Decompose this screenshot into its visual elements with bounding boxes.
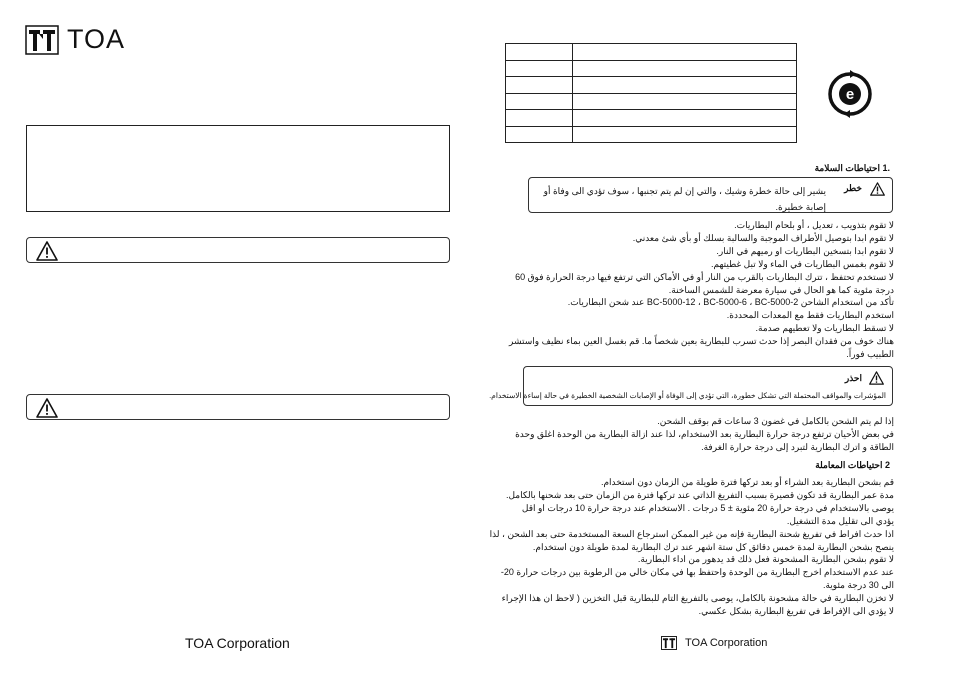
list-item: استخدم البطاريات فقط مع المعدات المحددة.	[726, 310, 894, 321]
caution-items	[515, 415, 894, 454]
toa-logo-mark-icon	[25, 25, 59, 55]
list-item: تأكد من استخدام الشاحن BC-5000-12 ، BC-5000-6 ، BC-5000-2 عند شحن البطاريات.	[567, 297, 894, 308]
section-1-heading: .1 احتياطات السلامة	[814, 163, 890, 173]
svg-text:e: e	[845, 86, 855, 103]
warning-triangle-icon	[869, 371, 884, 385]
caution-label: احذر	[844, 373, 862, 383]
danger-label: خطر	[844, 183, 862, 193]
caution-text: المؤشرات والمواقف المحتملة التي تشكل خطورة، التي تؤدي إلى الوفاة أو الإصابات الشخصية الخطيرة في حالة إساءة الاستخدام.	[489, 391, 886, 400]
table-row	[506, 77, 797, 94]
footer-corporation-right	[661, 636, 767, 650]
list-item: لا تقوم بغمس البطاريات في الماء ولا تبل غطيتهم.	[711, 258, 894, 269]
table-row	[506, 60, 797, 77]
table-row	[506, 110, 797, 127]
section-2-heading: 2 احتياطات المعاملة	[815, 460, 890, 470]
list-item: لا تقوم ابدا بتوصيل الأطراف الموجبة والسالبة بسلك أو بأي شئ معدني.	[632, 232, 894, 243]
warning-triangle-icon	[36, 241, 58, 261]
list-item: ينصح بشحن البطارية لمدة خمس دقائق كل ستة اشهر عند ترك البطارية لمدة طويلة دون استخدام.	[532, 541, 894, 552]
danger-notice	[528, 177, 893, 213]
list-item: الطاقة و اترك البطارية لتبرد إلى درجة حرارة الغرفة.	[701, 441, 894, 452]
list-item: اذا حدث افراط في تفريغ شحنة البطارية فإنه من غير الممكن استرجاع السعة المستخدمة حتى بعد الشحن ، لذا	[489, 528, 894, 539]
toa-logo	[25, 24, 125, 55]
list-item: لا تقوم بتذويب ، تعديل ، أو بلحام البطاريات.	[734, 220, 894, 230]
list-item: إذا لم يتم الشحن بالكامل في غضون 3 ساعات قم بوقف الشحن.	[657, 416, 894, 426]
list-item: هناك خوف من فقدان البصر إذا حدث تسرب للبطارية بعين شخصاً ما. قم بغسل العين بماء نظيف واستشر	[509, 336, 894, 347]
table-row	[506, 126, 797, 143]
warning-banner-1	[26, 237, 450, 263]
list-item: لا تخزن البطارية في حالة مشحونة بالكامل، يوصى بالتفريغ التام للبطارية قبل التخزين ( لاحظ ان هذا الإجراء	[501, 593, 894, 604]
list-item: لا تقوم ابدا بتسخين البطاريات او رميهم في النار.	[716, 245, 894, 256]
list-item: يوصى بالاستخدام في درجة حرارة 20 مئوية ± 5 درجات . الاستخدام عند درجة حرارة 10 درجات او اقل	[521, 502, 894, 513]
list-item: لا تقوم بشحن البطارية المشحونة فعل ذلك قد يدهور من اداء البطارية.	[637, 554, 894, 565]
caution-notice	[489, 366, 893, 406]
list-item: لا تسقط البطاريات ولا تعطيهم صدمة.	[755, 323, 894, 334]
toa-logo-mark-icon	[661, 636, 677, 650]
table-row	[506, 44, 797, 61]
footer-corporation-left: TOA Corporation	[185, 635, 290, 651]
list-item: درجة مئوية كما هو الحال في سيارة معرضة للشمس الساخنة.	[668, 284, 894, 295]
list-item: الطبيب فوراً.	[846, 349, 894, 360]
safety-items	[509, 219, 894, 361]
list-item: قم بشحن البطارية بعد الشراء أو بعد تركها فترة طويلة من الزمان دون استخدام.	[600, 477, 894, 487]
blank-content-box	[26, 125, 450, 212]
handling-items	[489, 476, 894, 618]
list-item: لا يؤدي الى الإفراط في تفريغ البطارية بشكل عكسي.	[698, 606, 894, 617]
footer-corporation-text: TOA Corporation	[685, 637, 768, 649]
spec-table	[505, 43, 797, 143]
list-item: عند عدم الاستخدام اخرج البطارية من الوحدة واحتفظ بها في مكان خالي من الرطوبة بين درجات حرارة 20-	[500, 567, 894, 578]
list-item: الى 30 درجة مئوية.	[822, 580, 894, 591]
warning-banner-2	[26, 394, 450, 420]
list-item: في بعض الأحيان ترتفع درجة حرارة البطارية بعد الاستخدام، لذا عند ازالة البطارية من الوحدة اغلق وحدة	[515, 428, 894, 439]
recycle-e-mark-icon	[826, 70, 874, 118]
warning-triangle-icon	[870, 182, 885, 196]
list-item: مدة عمر البطارية قد تكون قصيرة بسبب التفريغ الذاتي عند تركها فترة من الزمان حتى بعد شحنها بالكامل.	[505, 489, 894, 500]
brand-name: TOA	[67, 24, 126, 54]
warning-triangle-icon	[36, 398, 58, 418]
danger-text: يشير إلى حالة خطرة وشيك ، والتي إن لم يتم تجنبها ، سوف تؤدي الى وفاة أو إصابة خطيرة.	[543, 186, 826, 212]
list-item: يؤدي الى تقليل مدة التشغيل.	[786, 515, 894, 526]
list-item: لا تستخدم تحتفظ ، تترك البطاريات بالقرب من النار أو في الأماكن التي ترتفع فيها درجة الحرارة فوق 60	[515, 271, 894, 282]
table-row	[506, 93, 797, 110]
